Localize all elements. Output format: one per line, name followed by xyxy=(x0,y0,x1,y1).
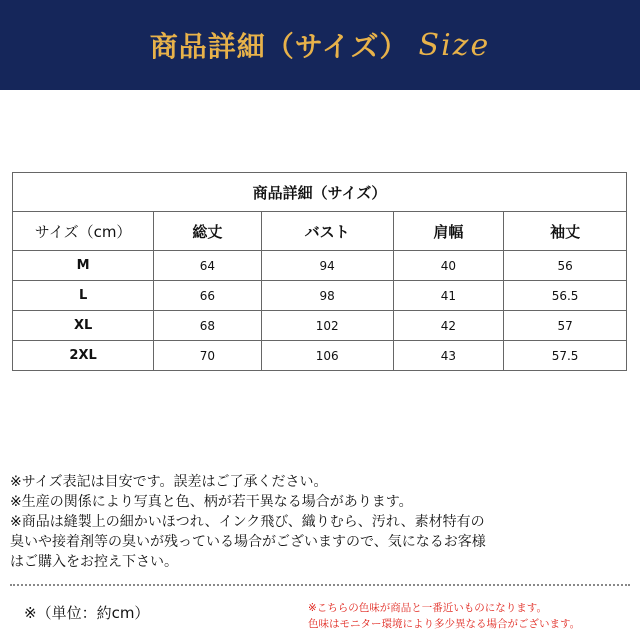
header-sleeve: 袖丈 xyxy=(504,212,627,251)
table-cell: 56.5 xyxy=(504,281,627,311)
note-line: ※生産の関係により写真と色、柄が若干異なる場合があります。 xyxy=(10,494,413,510)
color-note-line: ※こちらの色味が商品と一番近いものになります。 xyxy=(308,602,547,614)
table-row xyxy=(13,281,627,311)
size-label: M xyxy=(13,251,154,281)
table-cell: 98 xyxy=(261,281,393,311)
table-cell: 94 xyxy=(261,251,393,281)
table-cell: 41 xyxy=(393,281,504,311)
table-cell: 56 xyxy=(504,251,627,281)
banner-title: 商品詳細（サイズ） xyxy=(149,30,409,63)
color-note-line: 色味はモニター環境により多少異なる場合がございます。 xyxy=(308,618,581,630)
notes-section xyxy=(10,472,635,572)
note-line: はご購入をお控え下さい。 xyxy=(10,554,178,570)
size-label: XL xyxy=(13,311,154,341)
table-cell: 102 xyxy=(261,311,393,341)
header-bust: バスト xyxy=(261,212,393,251)
color-disclaimer xyxy=(308,600,633,632)
note-line: ※商品は縫製上の細かいほつれ、インク飛び、織りむら、汚れ、素材特有の xyxy=(10,514,485,530)
table-cell: 64 xyxy=(154,251,261,281)
table-cell: 70 xyxy=(154,341,261,371)
table-row xyxy=(13,251,627,281)
header-length: 総丈 xyxy=(154,212,261,251)
size-label: 2XL xyxy=(13,341,154,371)
table-row xyxy=(13,311,627,341)
header-size: サイズ（cm） xyxy=(13,212,154,251)
header-shoulder: 肩幅 xyxy=(393,212,504,251)
table-caption: 商品詳細（サイズ） xyxy=(13,173,627,212)
note-line: 臭いや接着剤等の臭いが残っている場合がございますので、気になるお客様 xyxy=(10,534,486,550)
table-cell: 43 xyxy=(393,341,504,371)
table-cell: 66 xyxy=(154,281,261,311)
table-cell: 57.5 xyxy=(504,341,627,371)
table-row xyxy=(13,341,627,371)
table-header-row xyxy=(13,212,627,251)
table-caption-row xyxy=(13,173,627,212)
unit-label: ※（単位：約cm） xyxy=(24,604,150,622)
table-cell: 40 xyxy=(393,251,504,281)
table-cell: 57 xyxy=(504,311,627,341)
note-line: ※サイズ表記は目安です。誤差はご了承ください。 xyxy=(10,474,328,490)
header-banner xyxy=(0,0,640,90)
table-cell: 42 xyxy=(393,311,504,341)
dotted-divider xyxy=(10,584,630,586)
table-cell: 106 xyxy=(261,341,393,371)
size-table xyxy=(12,172,627,371)
size-label: L xyxy=(13,281,154,311)
banner-script-word: Size xyxy=(418,27,491,63)
table-cell: 68 xyxy=(154,311,261,341)
